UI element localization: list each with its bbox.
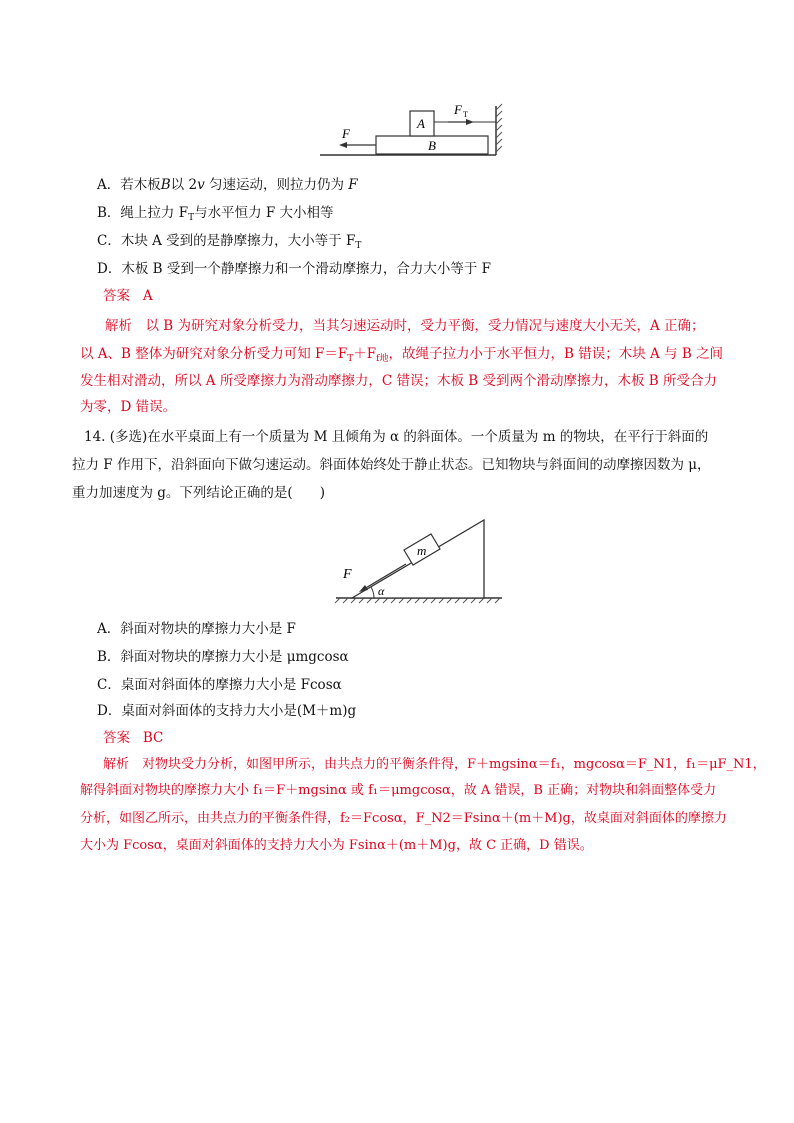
q14-option-b: B．斜面对物块的摩擦力大小是 μmgcosα xyxy=(97,649,349,665)
label-alpha: α xyxy=(378,584,385,598)
figure-board-block xyxy=(318,100,508,160)
label-F: F xyxy=(342,126,350,141)
q13-analysis-line-2: 以 A、B 整体为研究对象分析受力可知 $F=F_T+F_{f地}$，故绳子拉力小于水平恒力，B 错误；木块 A 与 B 之间 xyxy=(80,346,724,364)
q14-option-a: A．斜面对物块的摩擦力大小是 F xyxy=(97,621,296,637)
q13-option-a: A．若木板B以 2v 匀速运动，则拉力仍为 F xyxy=(97,177,358,193)
q13-answer: 答案 A xyxy=(103,288,153,304)
q14-stem-line-2: 拉力 F 作用下，沿斜面向下做匀速运动。斜面体始终处于静止状态。已知物块与斜面间的动摩擦因数为 μ， xyxy=(72,457,711,473)
label-F14: F xyxy=(343,567,352,582)
q13-option-c: C．木块 A 受到的是静摩擦力，大小等于 $F_T$ xyxy=(97,233,362,251)
label-FT-sub: T xyxy=(463,110,468,119)
figure-incline xyxy=(334,514,504,604)
q13-analysis-line-4: 为零，D 错误。 xyxy=(80,399,177,415)
label-A: A xyxy=(417,116,425,131)
q14-option-c: C．桌面对斜面体的摩擦力大小是 Fcosα xyxy=(97,677,342,693)
q14-stem-line-3: 重力加速度为 g。下列结论正确的是( ) xyxy=(72,485,325,501)
q14-analysis-line-4: 大小为 Fcosα，桌面对斜面体的支持力大小为 Fsinα＋(m＋M)g，故 C 正确，D 错误。 xyxy=(80,838,593,853)
q14-stem-line-1: 14. (多选)在水平桌面上有一个质量为 M 且倾角为 α 的斜面体。一个质量为 m 的物块，在平行于斜面的 xyxy=(84,429,709,445)
q14-answer: 答案 BC xyxy=(103,730,164,746)
label-B: B xyxy=(428,138,436,153)
q13-analysis-line-1: 解析 以 B 为研究对象分析受力，当其匀速运动时，受力平衡，受力情况与速度大小无关，A 正确； xyxy=(105,318,705,334)
label-FT: F xyxy=(454,102,462,117)
q13-option-d: D．木板 B 受到一个静摩擦力和一个滑动摩擦力，合力大小等于 F xyxy=(97,261,491,277)
q14-option-d: D．桌面对斜面体的支持力大小是(M＋m)g xyxy=(97,703,357,719)
label-m: m xyxy=(417,543,427,558)
q13-analysis-line-3: 发生相对滑动，所以 A 所受摩擦力为滑动摩擦力，C 错误；木板 B 受到两个滑动摩擦力，木板 B 所受合力 xyxy=(80,373,717,389)
q13-option-b: B．绳上拉力 $F_T$与水平恒力 F 大小相等 xyxy=(97,205,334,223)
q14-analysis-line-2: 解得斜面对物块的摩擦力大小 f₁＝F＋mgsinα 或 f₁＝μmgcosα，故 A 错误，B 正确；对物块和斜面整体受力 xyxy=(80,783,717,798)
q14-analysis-line-3: 分析，如图乙所示，由共点力的平衡条件得，f₂＝Fcosα，F_N2＝Fsinα＋(m＋M)g，故桌面对斜面体的摩擦力 xyxy=(80,811,727,826)
q14-analysis-line-1: 解析 对物块受力分析，如图甲所示，由共点力的平衡条件得，F＋mgsinα＝f₁，mgcosα＝F_N1，f₁＝μF_N1， xyxy=(103,757,766,772)
